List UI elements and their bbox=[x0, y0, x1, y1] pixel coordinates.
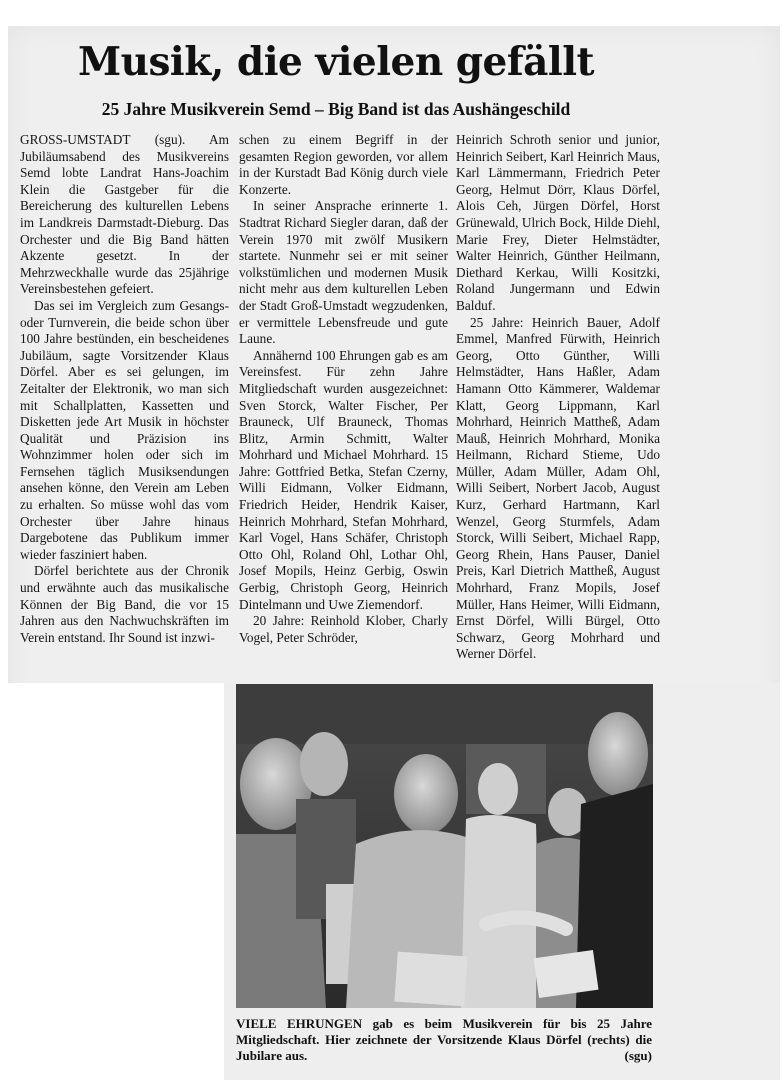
paragraph: 20 Jahre: Reinhold Klober, Charly Vogel, Peter Schröder, bbox=[239, 613, 448, 645]
paragraph: Annähernd 100 Ehrungen gab es am Vereinsfest. Für zehn Jahre Mitgliedschaft wurden ausgezeichnet: Sven Storck, Walter Fischer, Per Brauneck, Ulf Brauneck, Thomas Blitz, Armin Schmitt, Walter Mohrhard und Michael Mohrhard. 15 Jahre: Gottfried Betka, Stefan Czerny, Willi Eidmann, Volker Eidmann, Friedrich Heider, Hendrik Kaiser, Heinrich Mohrhard, Stefan Mohrhard, Karl Vogel, Hans Schäfer, Christoph Otto Ohl, Roland Ohl, Lothar Ohl, Josef Mopils, Heinz Gerbig, Oswin Gerbig, Christoph Georg, Heinrich Dintelmann und Uwe Ziemendorf. bbox=[239, 347, 448, 612]
paragraph: 25 Jahre: Heinrich Bauer, Adolf Emmel, Manfred Fürwith, Heinrich Georg, Otto Günther, Willi Helmstädter, Hans Haßler, Adam Hamann Otto Kämmerer, Waldemar Klatt, Georg Lippmann, Karl Mohrhard, Heinrich Mattheß, Adam Mauß, Heinrich Mohrhard, Monika Heilmann, Richard Stieme, Udo Müller, Adam Müller, Adam Ohl, Willi Seibert, Norbert Jacob, August Kurz, Gerhard Hartmann, Karl Wenzel, Georg Sturmfels, Adam Storck, Willi Seibert, Michael Rapp, Georg Rhein, Hans Pauser, Daniel Preis, Karl Dietrich Mattheß, August Mohrhard, Franz Mopils, Josef Müller, Hans Heimer, Willi Eidmann, Ernst Dörfel, Willi Bürgel, Otto Schwarz, Georg Mohrhard und Werner Dörfel. bbox=[456, 314, 660, 662]
article-column-2 bbox=[239, 132, 448, 646]
paragraph: Das sei im Vergleich zum Gesangs- oder Turnverein, die beide schon über 100 Jahre bestünden, ein bescheidenes Jubiläum, sagte Vorsitzender Klaus Dörfel. Aber es sei gelungen, im Zeitalter der Elektronik, wo man sich mit Schallplatten, Kassetten und Disketten jede Art Musik in höchster Qualität und Präzision ins Wohnzimmer holen oder sich im Fernsehen täglich Musiksendungen ansehen könne, den Verein am Leben zu erhalten. So müsse wohl das vom Orchester über Jahre hinaus Dargebotene das Publikum immer wieder fasziniert haben. bbox=[20, 297, 229, 562]
caption-source: (sgu) bbox=[624, 1048, 652, 1063]
photo-illustration bbox=[236, 684, 653, 1008]
paragraph: In seiner Ansprache erinnerte 1. Stadtrat Richard Siegler daran, daß der Verein 1970 mit zwölf Musikern startete. Nunmehr sei er mit seiner volkstümlichen und modernen Musik nicht mehr aus dem kulturellen Leben der Stadt Groß-Umstadt wegzudenken, er vermittele Lebensfreude und gute Laune. bbox=[239, 198, 448, 347]
caption-lead: VIELE EHRUNGEN bbox=[236, 1016, 363, 1031]
paragraph: Heinrich Schroth senior und junior, Heinrich Seibert, Karl Heinrich Maus, Karl Lämmermann, Friedrich Peter Georg, Helmut Dörr, Klaus Dörfel, Alois Ceh, Jürgen Dörfel, Horst Grünewald, Ulrich Bock, Hilde Diehl, Marie Frey, Dieter Helmstädter, Walter Heinrich, Günther Heilmann, Diethard Kerkau, Willi Kositzki, Roland Jungermann und Edwin Balduf. bbox=[456, 132, 660, 313]
article-column-3 bbox=[456, 132, 660, 663]
caption-text: gab es beim Musikverein für bis 25 Jahre Mitgliedschaft. Hier zeichnete der Vorsitzende Klaus Dörfel (rechts) die Jubilare aus. bbox=[236, 1016, 652, 1063]
photo-caption bbox=[236, 1016, 652, 1064]
article-column-1 bbox=[20, 132, 229, 646]
article-headline: Musik, die vielen gefällt bbox=[77, 39, 595, 85]
article-photo bbox=[236, 684, 653, 1008]
article-subheadline: 25 Jahre Musikverein Semd – Big Band ist das Aushängeschild bbox=[101, 99, 571, 119]
paragraph: Dörfel berichtete aus der Chronik und erwähnte auch das musikalische Können der Big Band, die vor 15 Jahren aus den Nachwuchskräften im Verein entstand. Ihr Sound ist inzwi- bbox=[20, 563, 229, 645]
paragraph: GROSS-UMSTADT (sgu). Am Jubiläumsabend des Musikvereins Semd lobte Landrat Hans-Joachim Klein die Gastgeber für die Bereicherung des kulturellen Lebens im Landkreis Darmstadt-Dieburg. Das Orchester und die Big Band hätten Akzente gesetzt. In der Mehrzweckhalle wurde das 25jährige Vereinsbestehen gefeiert. bbox=[20, 132, 229, 297]
clipping-cut-area bbox=[8, 683, 224, 1080]
paragraph: schen zu einem Begriff in der gesamten Region geworden, vor allem in der Kurstadt Bad König durch viele Konzerte. bbox=[239, 132, 448, 197]
